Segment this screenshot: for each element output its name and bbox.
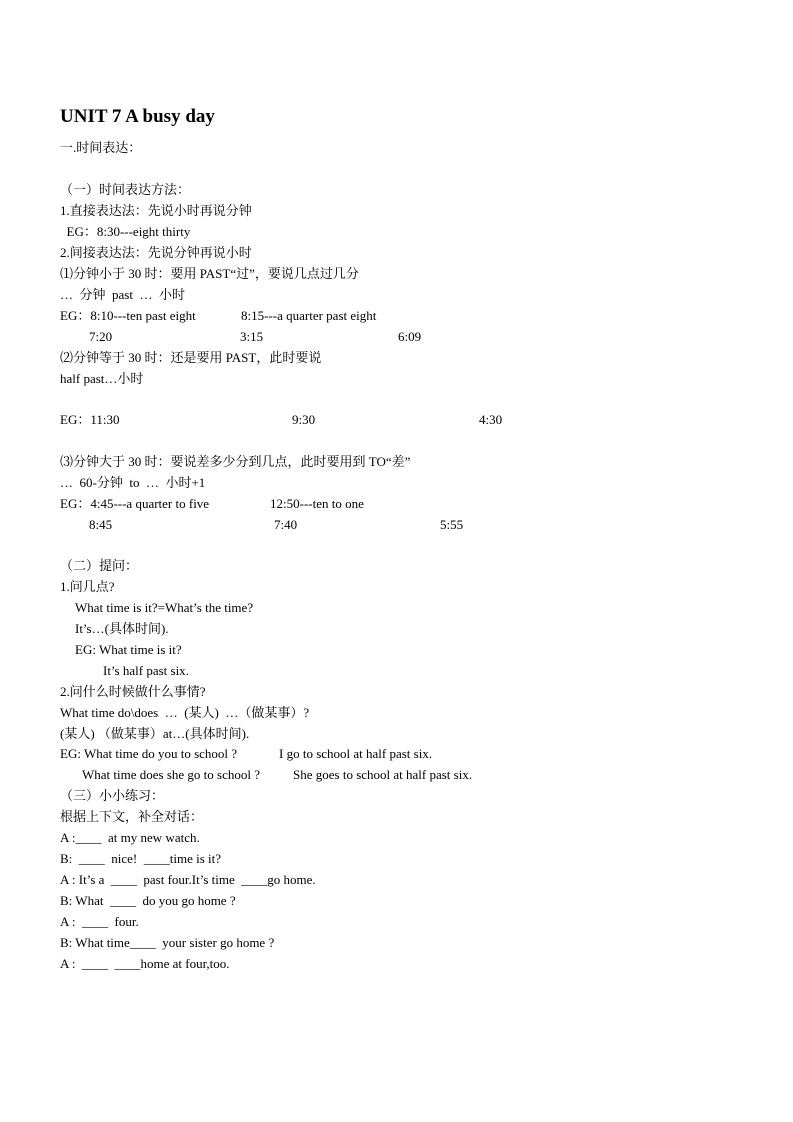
practice-to-3: 5:55 bbox=[440, 517, 464, 532]
subsection-heading-questions: （二）提问： bbox=[60, 558, 139, 573]
dialogue-line-1: A :____ at my new watch. bbox=[60, 830, 200, 845]
example-to-1: EG：4:45---a quarter to five bbox=[60, 496, 210, 511]
subsection-heading-practice: （三）小小练习： bbox=[60, 788, 165, 803]
example-half-2: 9:30 bbox=[292, 412, 316, 427]
dialogue-line-6: B: What time____ your sister go home ? bbox=[60, 935, 275, 950]
answer-form: It’s…(具体时间). bbox=[75, 621, 169, 636]
practice-time-2: 3:15 bbox=[240, 329, 264, 344]
pattern-half-past: half past…小时 bbox=[60, 371, 144, 386]
example-question-1: EG: What time do you to school ? bbox=[60, 746, 238, 761]
example-past-1: EG：8:10---ten past eight bbox=[60, 308, 196, 323]
method-direct: 1.直接表达法：先说小时再说分钟 bbox=[60, 203, 252, 218]
rule-less-than-30: ⑴分钟小于 30 时：要用 PAST“过”，要说几点过几分 bbox=[60, 266, 359, 281]
page-title: UNIT 7 A busy day bbox=[60, 106, 215, 127]
section-heading-time-expression: 一.时间表达： bbox=[60, 140, 142, 155]
question-form: What time is it?=What’s the time? bbox=[75, 600, 254, 615]
practice-to-1: 8:45 bbox=[89, 517, 113, 532]
example-half-3: 4:30 bbox=[479, 412, 503, 427]
answer-example: It’s half past six. bbox=[103, 663, 189, 678]
answer-pattern: (某人) （做某事）at…(具体时间). bbox=[60, 726, 250, 741]
dialogue-line-7: A : ____ ____home at four,too. bbox=[60, 956, 230, 971]
rule-more-than-30: ⑶分钟大于 30 时：要说差多少分到几点，此时要用到 TO“差” bbox=[60, 454, 411, 469]
dialogue-line-4: B: What ____ do you go home ? bbox=[60, 893, 236, 908]
practice-time-3: 6:09 bbox=[398, 329, 422, 344]
rule-equal-30: ⑵分钟等于 30 时：还是要用 PAST，此时要说 bbox=[60, 350, 322, 365]
practice-instruction: 根据上下文，补全对话： bbox=[60, 809, 204, 824]
method-indirect: 2.间接表达法：先说分钟再说小时 bbox=[60, 245, 252, 260]
dialogue-line-3: A : It’s a ____ past four.It’s time ____go home. bbox=[60, 872, 316, 887]
pattern-past: … 分钟 past … 小时 bbox=[60, 287, 185, 302]
question-what-time: 1.问几点? bbox=[60, 579, 115, 594]
question-pattern: What time do\does … (某人) …（做某事）? bbox=[60, 705, 310, 720]
dialogue-line-5: A : ____ four. bbox=[60, 914, 139, 929]
example-direct: EG：8:30---eight thirty bbox=[60, 224, 191, 239]
question-example: EG: What time is it? bbox=[75, 642, 182, 657]
practice-time-1: 7:20 bbox=[89, 329, 113, 344]
example-to-2: 12:50---ten to one bbox=[270, 496, 364, 511]
example-past-2: 8:15---a quarter past eight bbox=[241, 308, 377, 323]
example-answer-1: I go to school at half past six. bbox=[279, 746, 433, 761]
practice-to-2: 7:40 bbox=[274, 517, 298, 532]
subsection-heading-methods: （一）时间表达方法： bbox=[60, 182, 191, 197]
question-when-do: 2.问什么时候做什么事情? bbox=[60, 684, 206, 699]
dialogue-line-2: B: ____ nice! ____time is it? bbox=[60, 851, 222, 866]
example-question-2: What time does she go to school ? bbox=[82, 767, 260, 782]
example-answer-2: She goes to school at half past six. bbox=[293, 767, 473, 782]
pattern-to: … 60-分钟 to … 小时+1 bbox=[60, 475, 206, 490]
example-half-1: EG：11:30 bbox=[60, 412, 120, 427]
